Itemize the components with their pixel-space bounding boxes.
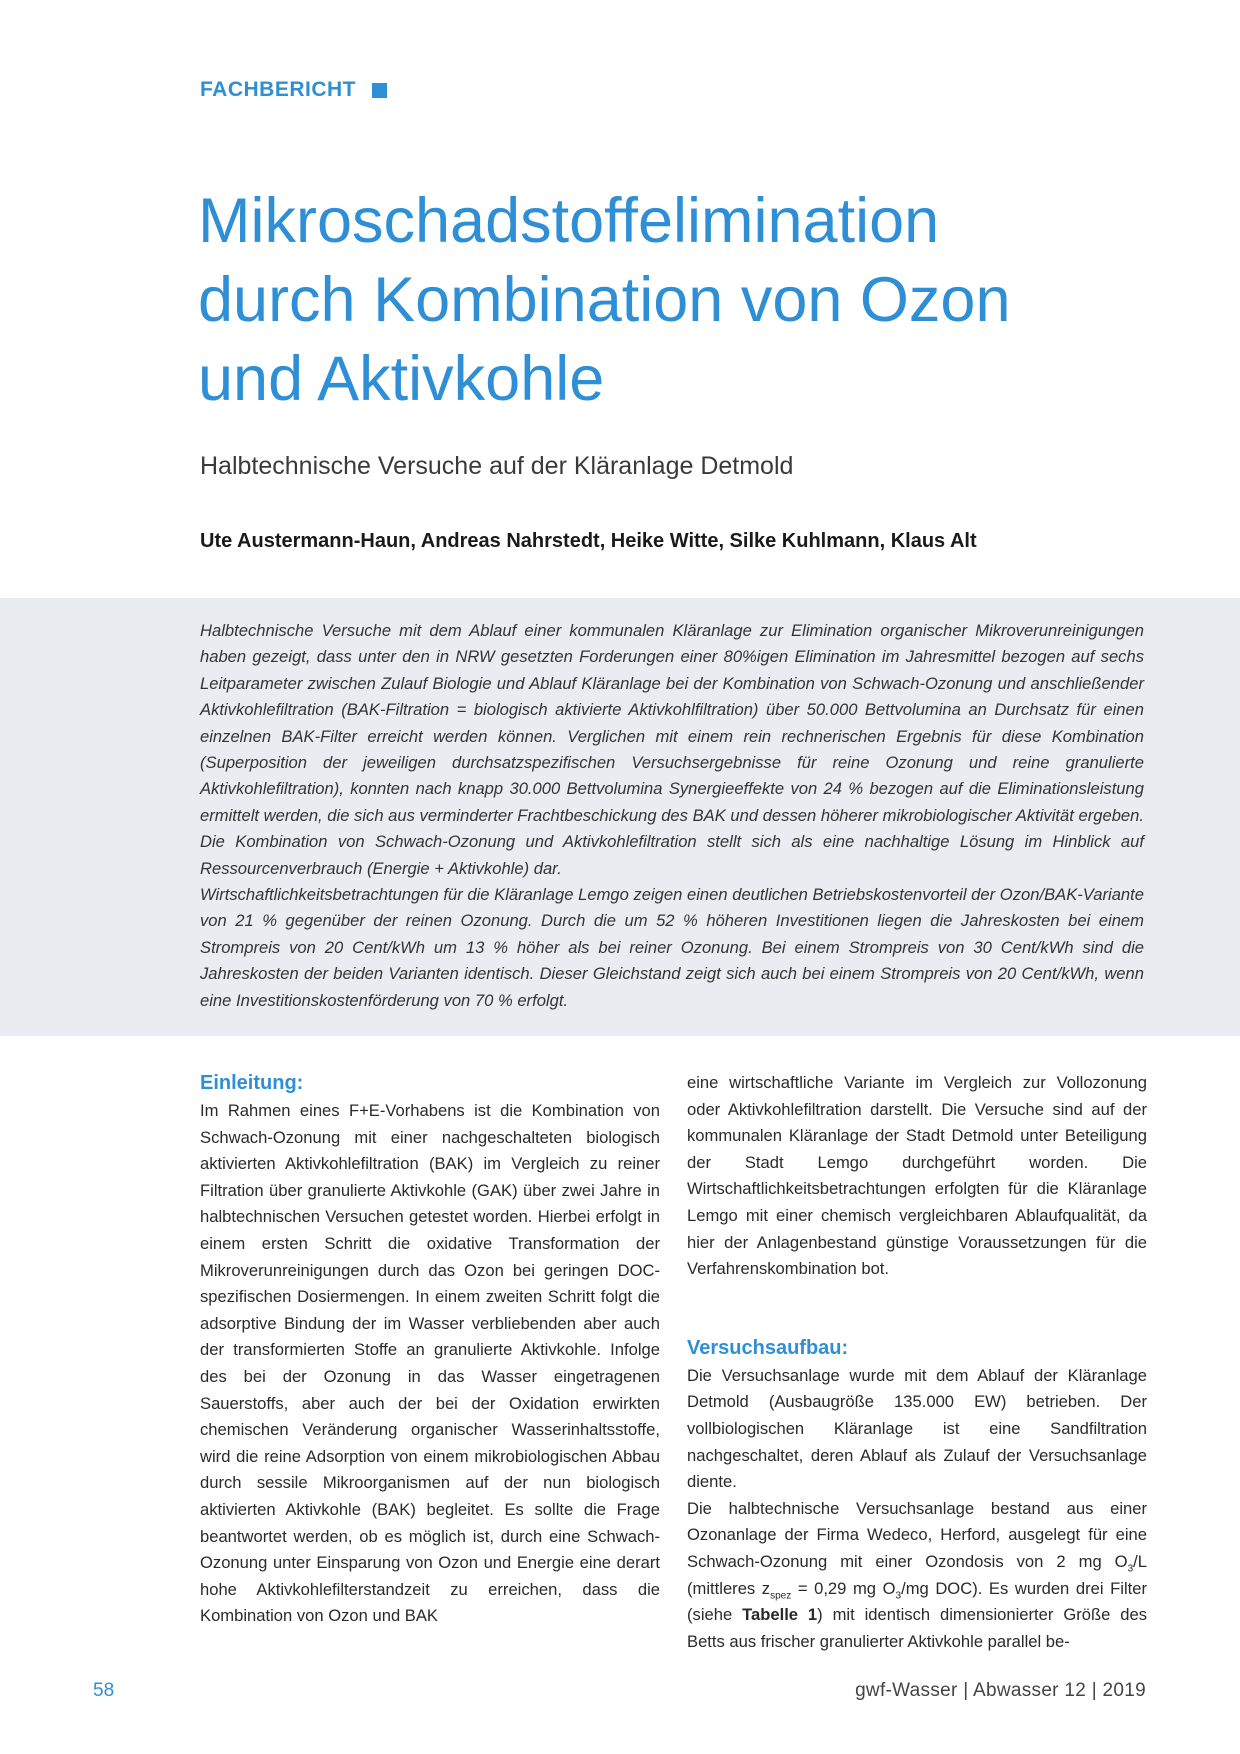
title-line-2: durch Kombination von Ozon bbox=[198, 265, 1011, 335]
subscript-spez: spez bbox=[770, 1589, 792, 1601]
subscript-3: 3 bbox=[1127, 1563, 1134, 1575]
setup-heading: Versuchsaufbau: bbox=[687, 1336, 849, 1359]
title-line-3: und Aktivkohle bbox=[198, 344, 605, 414]
section-kicker bbox=[200, 78, 387, 102]
body-column-left bbox=[200, 1070, 660, 1630]
setup-text-a: Die halbtechnische Versuchsanlage bestand aus einer Ozonanlage der Firma Wedeco, Herford, ausgelegt für eine Schwach-Ozonung mit einer Ozondosis von 2 mg O bbox=[687, 1498, 1147, 1571]
article-subtitle: Halbtechnische Versuche auf der Kläranlage Detmold bbox=[200, 452, 794, 480]
abstract-paragraph-1: Halbtechnische Versuche mit dem Ablauf einer kommunalen Kläranlage zur Elimination organischer Mikroverunreinigungen haben gezeigt, dass unter den in NRW gesetzten Forderungen einer 80%igen Elimination im Jahresmittel bezogen auf sechs Leitparameter zwischen Zulauf Biologie und Ablauf Kläranlage bei der Kombination von Schwach-Ozonung und anschließender Aktivkohlefiltration (BAK-Filtration = biologisch aktivierte Aktivkohlfiltration) über 50.000 Bettvolumina an Durchsatz für einen einzelnen BAK-Filter erreicht werden können. Verglichen mit einem rein rechnerischen Ergebnis für diese Kombination (Superposition der jeweiligen durchsatzspezifischen Versuchsergebnisse für reine Ozonung und reine granulierte Aktivkohlefiltration), konnten nach knapp 30.000 Bettvolumina Synergieeffekte von 24 % bezogen auf die Eliminationsleistung ermittelt werden, die sich aus verminderter Frachtbeschickung des BAK und dessen höherer mikrobiologischer Aktivität ergeben. Die Kombination von Schwach-Ozonung und Aktivkohlefiltration stellt sich als eine nachhaltige Lösung im Hinblick auf Ressourcenverbrauch (Energie + Aktivkohle) dar. bbox=[200, 621, 1144, 878]
abstract-text bbox=[200, 618, 1144, 1014]
body-column-right bbox=[687, 1070, 1147, 1655]
journal-info: gwf-Wasser | Abwasser 12 | 2019 bbox=[855, 1680, 1146, 1701]
title-line-1: Mikroschadstoffelimination bbox=[198, 186, 940, 256]
setup-text-d: /mg DOC). Es wurden drei Filter (siehe bbox=[687, 1578, 1147, 1625]
section-label: FACHBERICHT bbox=[200, 78, 356, 101]
table-reference: Tabelle 1 bbox=[742, 1605, 818, 1625]
article-title bbox=[198, 182, 1158, 419]
page-number: 58 bbox=[93, 1680, 115, 1701]
setup-text-c: = 0,29 mg O bbox=[791, 1578, 896, 1598]
setup-text-b: /L (mittleres z bbox=[687, 1551, 1147, 1598]
intro-continued-paragraph: eine wirtschaftliche Variante im Vergleich zur Vollozonung oder Aktivkohlefiltration darstellt. Die Versuche sind auf der kommunalen Kläranlage der Stadt Detmold unter Beteiligung der Stadt Lemgo durchgeführt worden. Die Wirtschaftlichkeitsbetrachtungen erfolgten für die Kläranlage Lemgo mit einer chemisch vergleichbaren Ablaufqualität, da hier der Anlagenbestand günstige Voraussetzungen für die Verfahrenskombination bot. bbox=[687, 1073, 1147, 1279]
setup-paragraph-1: Die Versuchsanlage wurde mit dem Ablauf der Kläranlage Detmold (Ausbaugröße 135.000 EW) betrieben. Der vollbiologischen Kläranlage ist eine Sandfiltration nachgeschaltet, deren Ablauf als Zulauf der Versuchsanlage diente. bbox=[687, 1365, 1147, 1492]
intro-heading: Einleitung: bbox=[200, 1072, 304, 1094]
abstract-box bbox=[0, 598, 1240, 1036]
subscript-3-second: 3 bbox=[895, 1589, 902, 1601]
article-authors: Ute Austermann-Haun, Andreas Nahrstedt, Heike Witte, Silke Kuhlmann, Klaus Alt bbox=[200, 530, 977, 552]
setup-text-e: ) mit identisch dimensionierter Größe des Betts aus frischer granulierter Aktivkohle parallel be- bbox=[687, 1605, 1147, 1651]
setup-paragraph-2 bbox=[687, 1496, 1147, 1656]
abstract-paragraph-2: Wirtschaftlichkeitsbetrachtungen für die Kläranlage Lemgo zeigen einen deutlichen Betriebskostenvorteil der Ozon/BAK-Variante von 21 % gegenüber der reinen Ozonung. Durch die um 52 % höheren Investitionen liegen die Jahreskosten bei einem Strompreis von 20 Cent/kWh um 13 % höher als bei reiner Ozonung. Bei einem Strompreis von 30 Cent/kWh sind die Jahreskosten der beiden Varianten identisch. Dieser Gleichstand zeigt sich auch bei einem Strompreis von 20 Cent/kWh, wenn eine Investitionskostenförderung von 70 % erfolgt. bbox=[200, 885, 1144, 1010]
intro-paragraph: Im Rahmen eines F+E-Vorhabens ist die Kombination von Schwach-Ozonung mit einer nachgeschalteten biologisch aktivierten Aktivkohlefiltration (BAK) im Vergleich zu reiner Filtration über granulierte Aktivkohle (GAK) über zwei Jahre in halbtechnischen Versuchen getestet worden. Hierbei erfolgt in einem ersten Schritt die oxidative Transformation der Mikroverunreinigungen durch das Ozon bei geringen DOC-spezifischen Dosiermengen. In einem zweiten Schritt folgt die adsorptive Bindung der im Wasser verbliebenden aber auch der transformierten Stoffe an granulierte Aktivkohle. Infolge des bei der Ozonung in das Wasser eingetragenen Sauerstoffs, aber auch der bei der Oxidation erwirkten chemischen Veränderung organischer Wasserinhaltsstoffe, wird die reine Adsorption von einem mikrobiologischen Abbau durch sessile Mikroorganismen auf der nun biologisch aktivierten Aktivkohle (BAK) begleitet. Es sollte die Frage beantwortet werden, ob es möglich ist, durch eine Schwach-Ozonung unter Einsparung von Ozon und Energie eine derart hohe Aktivkohlefilterstandzeit zu erreichen, dass die Kombination von Ozon und BAK bbox=[200, 1101, 660, 1626]
kicker-square-icon bbox=[372, 83, 387, 98]
